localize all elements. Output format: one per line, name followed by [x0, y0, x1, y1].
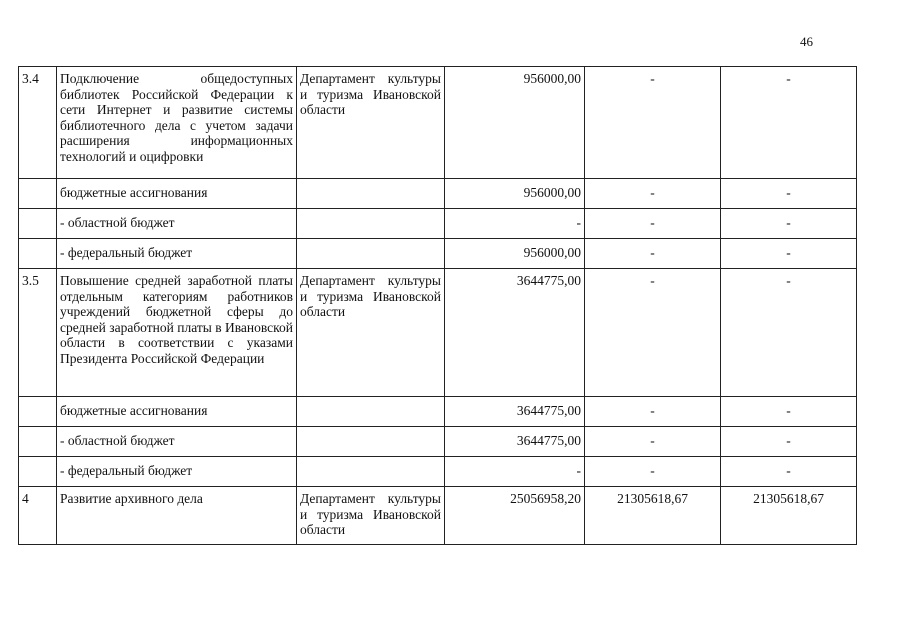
amount-year-3: -	[721, 179, 857, 209]
table-row	[19, 209, 857, 239]
department	[297, 209, 445, 239]
amount-year-2: -	[585, 427, 721, 457]
page-number: 46	[800, 34, 813, 49]
amount-year-1: 25056958,20	[445, 487, 585, 545]
row-number	[19, 239, 57, 269]
amount-year-3: -	[721, 427, 857, 457]
amount-year-1: 956000,00	[445, 67, 585, 179]
activity-name: бюджетные ассигнования	[57, 179, 297, 209]
amount-year-3: -	[721, 67, 857, 179]
amount-year-1: -	[445, 457, 585, 487]
amount-year-2: -	[585, 269, 721, 397]
activity-name: - областной бюджет	[57, 427, 297, 457]
amount-year-3: -	[721, 269, 857, 397]
activity-name: - федеральный бюджет	[57, 457, 297, 487]
activity-name: Развитие архивного дела	[57, 487, 297, 545]
amount-year-2: -	[585, 457, 721, 487]
table-row	[19, 457, 857, 487]
department: Департамент культуры и туризма Ивановской области	[297, 487, 445, 545]
amount-year-1: 3644775,00	[445, 397, 585, 427]
department: Департамент культуры и туризма Ивановской области	[297, 269, 445, 397]
amount-year-1: 956000,00	[445, 179, 585, 209]
row-number	[19, 457, 57, 487]
amount-year-1: 3644775,00	[445, 427, 585, 457]
amount-year-2: -	[585, 397, 721, 427]
row-number	[19, 427, 57, 457]
table-row	[19, 269, 857, 397]
table-row	[19, 239, 857, 269]
activity-name: - областной бюджет	[57, 209, 297, 239]
amount-year-2: 21305618,67	[585, 487, 721, 545]
table-row	[19, 397, 857, 427]
table-row	[19, 487, 857, 545]
table-row	[19, 427, 857, 457]
amount-year-3: 21305618,67	[721, 487, 857, 545]
department	[297, 427, 445, 457]
amount-year-1: 956000,00	[445, 239, 585, 269]
department	[297, 457, 445, 487]
activity-name: бюджетные ассигнования	[57, 397, 297, 427]
table-row	[19, 179, 857, 209]
amount-year-1: -	[445, 209, 585, 239]
amount-year-3: -	[721, 457, 857, 487]
department	[297, 179, 445, 209]
row-number: 3.5	[19, 269, 57, 397]
amount-year-3: -	[721, 209, 857, 239]
department: Департамент культуры и туризма Ивановской области	[297, 67, 445, 179]
row-number	[19, 179, 57, 209]
budget-table	[18, 66, 857, 545]
row-number	[19, 397, 57, 427]
amount-year-1: 3644775,00	[445, 269, 585, 397]
amount-year-2: -	[585, 67, 721, 179]
row-number	[19, 209, 57, 239]
amount-year-2: -	[585, 209, 721, 239]
table-row	[19, 67, 857, 179]
amount-year-2: -	[585, 179, 721, 209]
row-number: 3.4	[19, 67, 57, 179]
amount-year-3: -	[721, 239, 857, 269]
department	[297, 397, 445, 427]
amount-year-2: -	[585, 239, 721, 269]
activity-name: Подключение общедоступных библиотек Российской Федерации к сети Интернет и развитие системы библиотечного дела с учетом задачи расширения информационных технологий и оцифровки	[57, 67, 297, 179]
activity-name: Повышение средней заработной платы отдельным категориям работников учреждений бюджетной сферы до средней заработной платы в Ивановской области в соответствии с указами Президента Российской Федерации	[57, 269, 297, 397]
department	[297, 239, 445, 269]
amount-year-3: -	[721, 397, 857, 427]
row-number: 4	[19, 487, 57, 545]
activity-name: - федеральный бюджет	[57, 239, 297, 269]
